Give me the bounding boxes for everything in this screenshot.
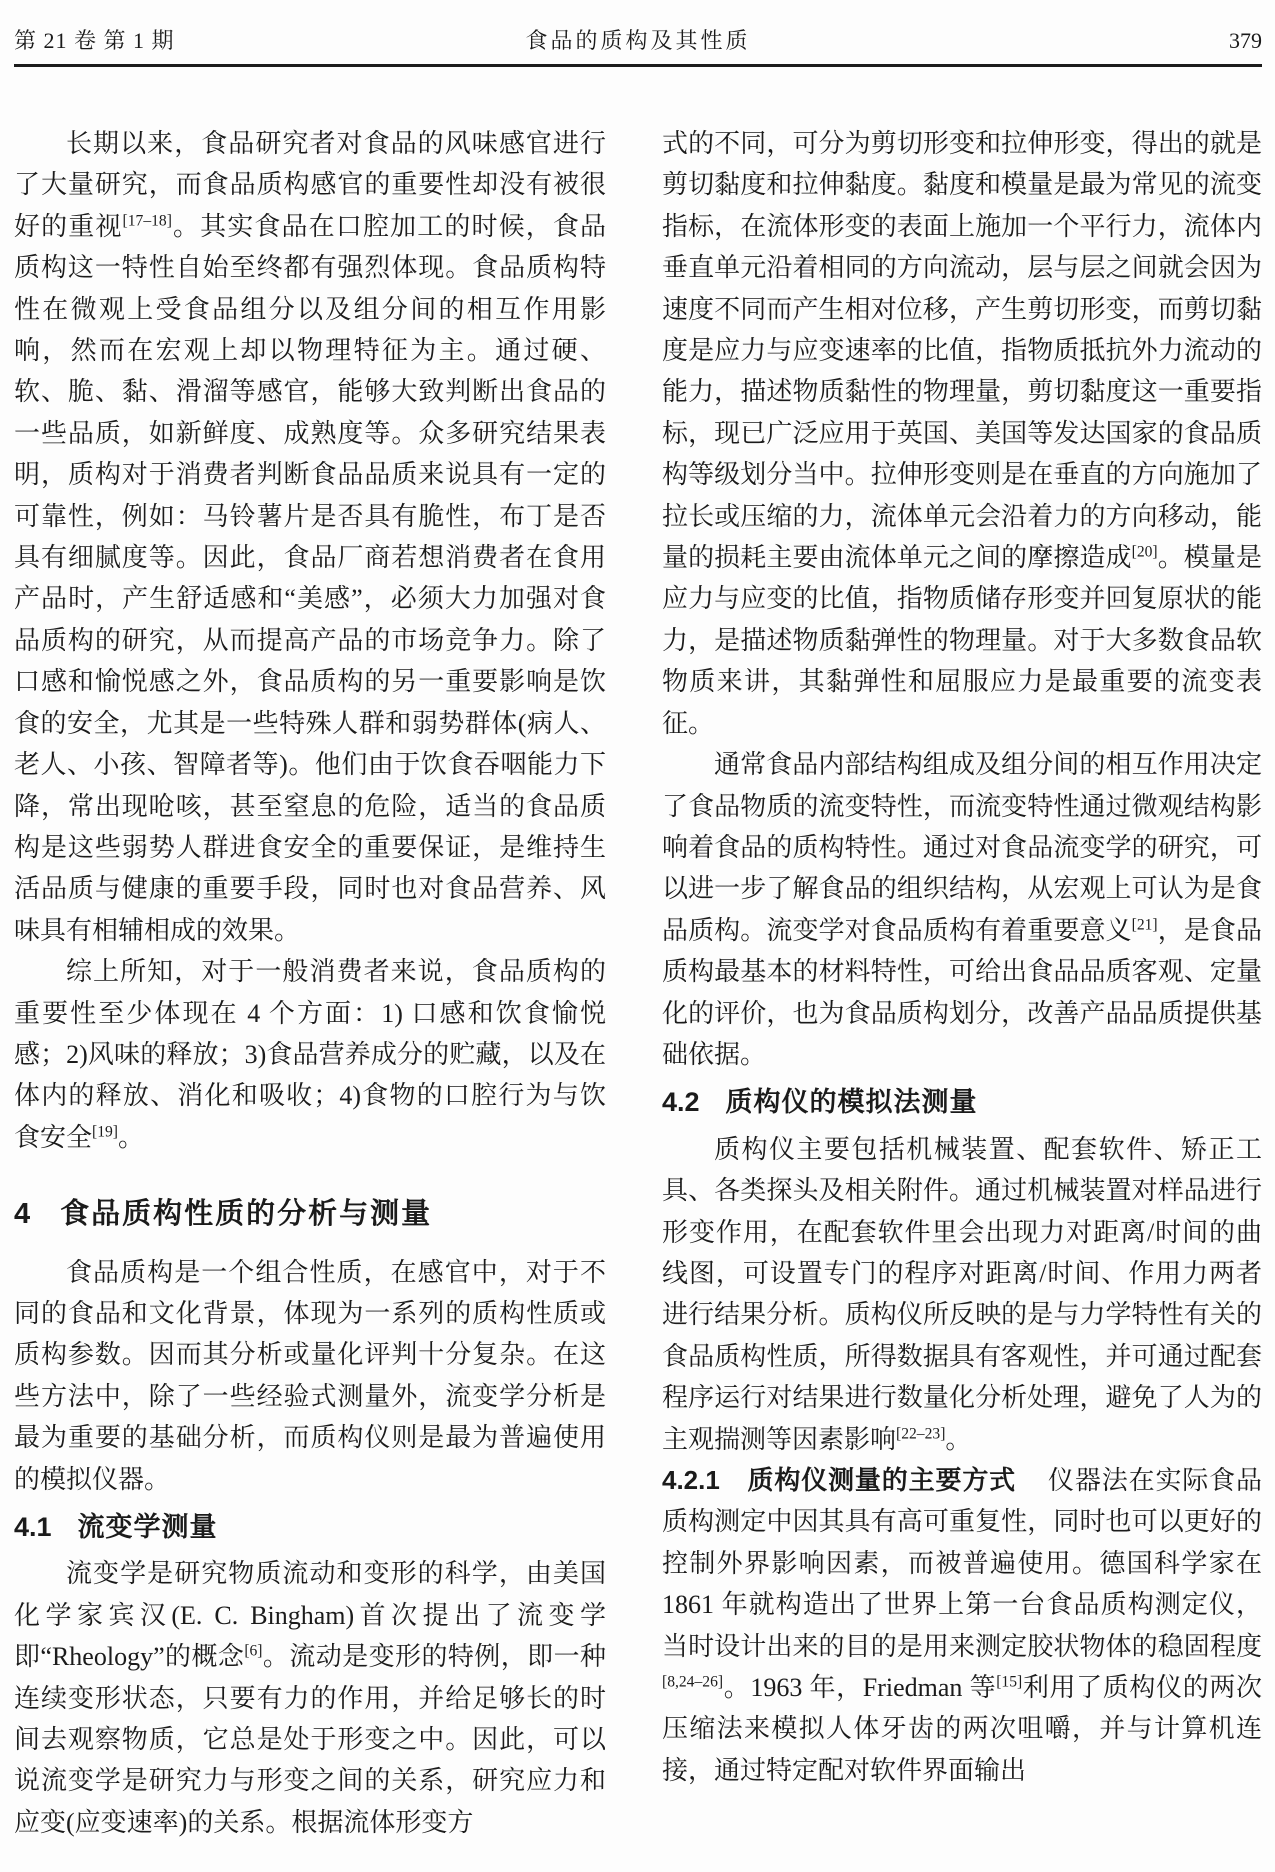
paragraph-rheology-intro: 流变学是研究物质流动和变形的科学，由美国化学家宾汉(E. C. Bingham)首次提出了流变学即“Rheology”的概念[6]。流动是变形的特例，即一种连续变形状态，只要有力的作用，并给足够长的时间去观察物质，它总是处于形变之中。因此，可以说流变学是研究力与形变之间的关系，研究应力和应变(应变速率)的关系。根据流体形变方: [14, 1559, 606, 1837]
paragraph-four-aspects: 综上所知，对于一般消费者来说，食品质构的重要性至少体现在 4 个方面：1) 口感和饮食愉悦感；2)风味的释放；3)食品营养成分的贮藏，以及在体内的释放、消化和吸收；4)食物的口腔行为与饮食安全[19]。: [14, 957, 606, 1152]
journal-issue: 第 21 卷 第 1 期: [14, 28, 175, 53]
subsubsection-heading-4-2-1: 4.2.1 质构仪测量的主要方式: [662, 1465, 1017, 1495]
paragraph-texture-analyzer: 质构仪主要包括机械装置、配套软件、矫正工具、各类探头及相关附件。通过机械装置对样品进行形变作用，在配套软件里会出现力对距离/时间的曲线图，可设置专门的程序对距离/时间、作用力两者进行结果分析。质构仪所反映的是与力学特性有关的食品质构性质，所得数据具有客观性，并可通过配套程序运行对结果进行数量化分析处理，避免了人为的主观揣测等因素影响[22–23]。: [662, 1134, 1262, 1454]
subsection-number: 4.1: [14, 1512, 52, 1542]
paragraph-4-2-1: [662, 1460, 1262, 1791]
section-heading-4: [14, 1194, 606, 1235]
left-column: [14, 123, 606, 1843]
page-header: [14, 0, 1262, 55]
paragraph-texture-importance: 长期以来，食品研究者对食品的风味感官进行了大量研究，而食品质构感官的重要性却没有被很好的重视[17–18]。其实食品在口腔加工的时候，食品质构这一特性自始至终都有强烈体现。食品质构特性在微观上受食品组分以及组分间的相互作用影响，然而在宏观上却以物理特征为主。通过硬、软、脆、黏、滑溜等感官，能够大致判断出食品的一些品质，如新鲜度、成熟度等。众多研究结果表明，质构对于消费者判断食品品质来说具有一定的可靠性，例如：马铃薯片是否具有脆性，布丁是否具有细腻度等。因此，食品厂商若想消费者在食用产品时，产生舒适感和“美感”，必须大力加强对食品质构的研究，从而提高产品的市场竞争力。除了口感和愉悦感之外，食品质构的另一重要影响是饮食的安全，尤其是一些特殊人群和弱势群体(病人、老人、小孩、智障者等)。他们由于饮食吞咽能力下降，常出现呛咳，甚至窒息的危险，适当的食品质构是这些弱势人群进食安全的重要保证，是维持生活品质与健康的重要手段，同时也对食品营养、风味具有相辅相成的效果。: [14, 129, 606, 945]
page-number: 379: [1229, 28, 1263, 53]
subsection-title: 流变学测量: [77, 1512, 218, 1542]
section-number: 4: [14, 1198, 31, 1231]
subsection-number: 4.2: [662, 1087, 700, 1118]
subsection-heading-4-1: [14, 1507, 606, 1548]
subsection-heading-4-2: [662, 1082, 1262, 1123]
paragraph-shear-tensile: 式的不同，可分为剪切形变和拉伸形变，得出的就是剪切黏度和拉伸黏度。黏度和模量是最为常见的流变指标，在流体形变的表面上施加一个平行力，流体内垂直单元沿着相同的方向流动，层与层之间就会因为速度不同而产生相对位移，产生剪切形变，而剪切黏度是应力与应变速率的比值，指物质抵抗外力流动的能力，描述物质黏性的物理量，剪切黏度这一重要指标，现已广泛应用于英国、美国等发达国家的食品质构等级划分当中。拉伸形变则是在垂直的方向施加了拉长或压缩的力，流体单元会沿着力的方向移动，能量的损耗主要由流体单元之间的摩擦造成[20]。模量是应力与应变的比值，指物质储存形变并回复原状的能力，是描述物质黏弹性的物理量。对于大多数食品软物质来讲，其黏弹性和屈服应力是最重要的流变表征。: [662, 129, 1262, 738]
paragraph-structure-rheology: 通常食品内部结构组成及组分间的相互作用决定了食品物质的流变特性，而流变特性通过微观结构影响着食品的质构特性。通过对食品流变学的研究，可以进一步了解食品的组织结构，从宏观上可认为是食品质构。流变学对食品质构有着重要意义[21]，是食品质构最基本的材料特性，可给出食品品质客观、定量化的评价，也为食品质构划分，改善产品品质提供基础依据。: [662, 750, 1262, 1069]
subsection-title: 质构仪的模拟法测量: [725, 1087, 978, 1118]
running-title: 食品的质构及其性质: [525, 28, 751, 53]
header-rule: [14, 64, 1262, 67]
paragraph-text: 仪器法在实际食品质构测定中因其具有高可重复性，同时也可以更好的控制外界影响因素，而被普遍使用。德国科学家在 1861 年就构造出了世界上第一台食品质构测定仪，当时设计出来的目的是用来测定胶状物体的稳固程度[8,24–26]。1963 年，Friedman 等[15]利用了质构仪的两次压缩法来模拟人体牙齿的两次咀嚼，并与计算机连接，通过特定配对软件界面输出: [662, 1466, 1262, 1785]
paragraph-analysis-overview: 食品质构是一个组合性质，在感官中，对于不同的食品和文化背景，体现为一系列的质构性质或质构参数。因而其分析或量化评判十分复杂。在这些方法中，除了一些经验式测量外，流变学分析是最为重要的基础分析，而质构仪则是最为普遍使用的模拟仪器。: [14, 1257, 606, 1494]
right-column: [662, 123, 1262, 1843]
section-title: 食品质构性质的分析与测量: [60, 1198, 433, 1231]
page-body: [14, 123, 1262, 1843]
